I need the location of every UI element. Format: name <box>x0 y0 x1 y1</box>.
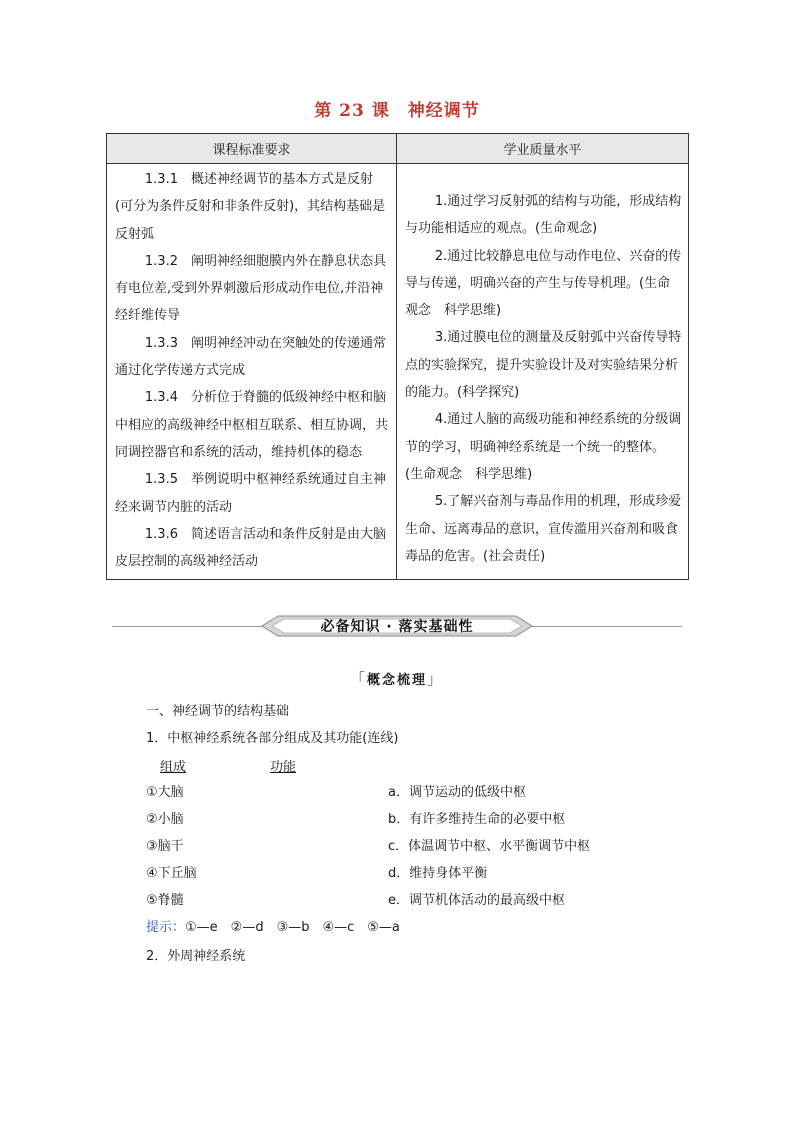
component-item: ②小脑 <box>146 812 184 827</box>
standard-item: 1.3.1 概述神经调节的基本方式是反射(可分为条件反射和非条件反射)，其结构基础是反射弧 <box>115 172 386 242</box>
column-label-function: 功能 <box>270 760 297 775</box>
quality-item: 3.通过膜电位的测量及反射弧中兴奋传导特点的实验探究，提升实验设计及对实验结果分析的能力。(科学探究) <box>405 330 682 401</box>
banner-label: 必备知识 · 落实基础性 <box>320 619 474 635</box>
hint-line <box>146 916 400 935</box>
quality-item: 4.通过人脑的高级功能和神经系统的分级调节的学习，明确神经系统是一个统一的整体。(生命观念 科学思维) <box>405 412 682 482</box>
column-label-composition: 组成 <box>160 760 187 775</box>
component-item: ③脑干 <box>146 839 184 854</box>
standard-item: 1.3.6 简述语言活动和条件反射是由大脑皮层控制的高级神经活动 <box>115 526 386 570</box>
quality-item: 5.了解兴奋剂与毒品作用的机理，形成珍爱生命、远离毒品的意识，宣传滥用兴奋剂和吸食毒品的危害。(社会责任) <box>405 494 682 564</box>
quality-item: 1.通过学习反射弧的结构与功能，形成结构与功能相适应的观点。(生命观念) <box>405 194 682 237</box>
hint-answer: ①—e ②—d ③—b ④—c ⑤—a <box>185 920 400 935</box>
section-heading <box>0 668 794 689</box>
bracket-open: 「 <box>349 670 367 688</box>
banner-rule-left <box>112 626 272 627</box>
component-item: ①大脑 <box>146 785 184 800</box>
function-item: c．体温调节中枢、水平衡调节中枢 <box>388 839 591 854</box>
function-item: e．调节机体活动的最高级中枢 <box>388 893 565 908</box>
standard-item: 1.3.5 举例说明中枢神经系统通过自主神经来调节内脏的活动 <box>115 472 386 515</box>
section-heading-text: 概念梳理 <box>366 673 427 688</box>
standards-table <box>106 133 689 580</box>
hint-label: 提示： <box>146 920 186 935</box>
function-item: b．有许多维持生命的必要中枢 <box>388 812 566 827</box>
lesson-number: 第 23 课 <box>314 101 390 121</box>
standard-item: 1.3.4 分析位于脊髓的低级神经中枢和脑中相应的高级神经中枢相互联系、相互协调，共同调控器官和系统的活动，维持机体的稳态 <box>115 390 389 460</box>
quality-levels-cell <box>397 164 689 580</box>
quality-item: 2.通过比较静息电位与动作电位、兴奋的传导与传递，明确兴奋的产生与传导机理。(生命观念 科学思维) <box>405 248 682 319</box>
standard-item: 1.3.3 阐明神经冲动在突触处的传递通常通过化学传递方式完成 <box>115 335 386 379</box>
heading-2: 1．中枢神经系统各部分组成及其功能(连线) <box>146 731 399 746</box>
section-banner <box>112 611 682 641</box>
component-item: ④下丘脑 <box>146 866 197 881</box>
lesson-topic: 神经调节 <box>407 101 480 121</box>
table-header-left: 课程标准要求 <box>107 134 397 164</box>
function-item: d．维持身体平衡 <box>388 866 488 881</box>
bracket-close: 」 <box>427 670 445 688</box>
function-item: a．调节运动的低级中枢 <box>388 785 526 800</box>
standard-item: 1.3.2 阐明神经细胞膜内外在静息状态具有电位差,受到外界刺激后形成动作电位,并沿神经纤维传导 <box>115 253 386 324</box>
heading-3: 2．外周神经系统 <box>146 949 246 964</box>
curriculum-standards-cell <box>107 164 397 580</box>
page-title <box>0 96 794 121</box>
banner-rule-right <box>522 626 682 627</box>
heading-1: 一、神经调节的结构基础 <box>146 704 290 719</box>
table-header-right: 学业质量水平 <box>397 134 689 164</box>
component-item: ⑤脊髓 <box>146 893 184 908</box>
